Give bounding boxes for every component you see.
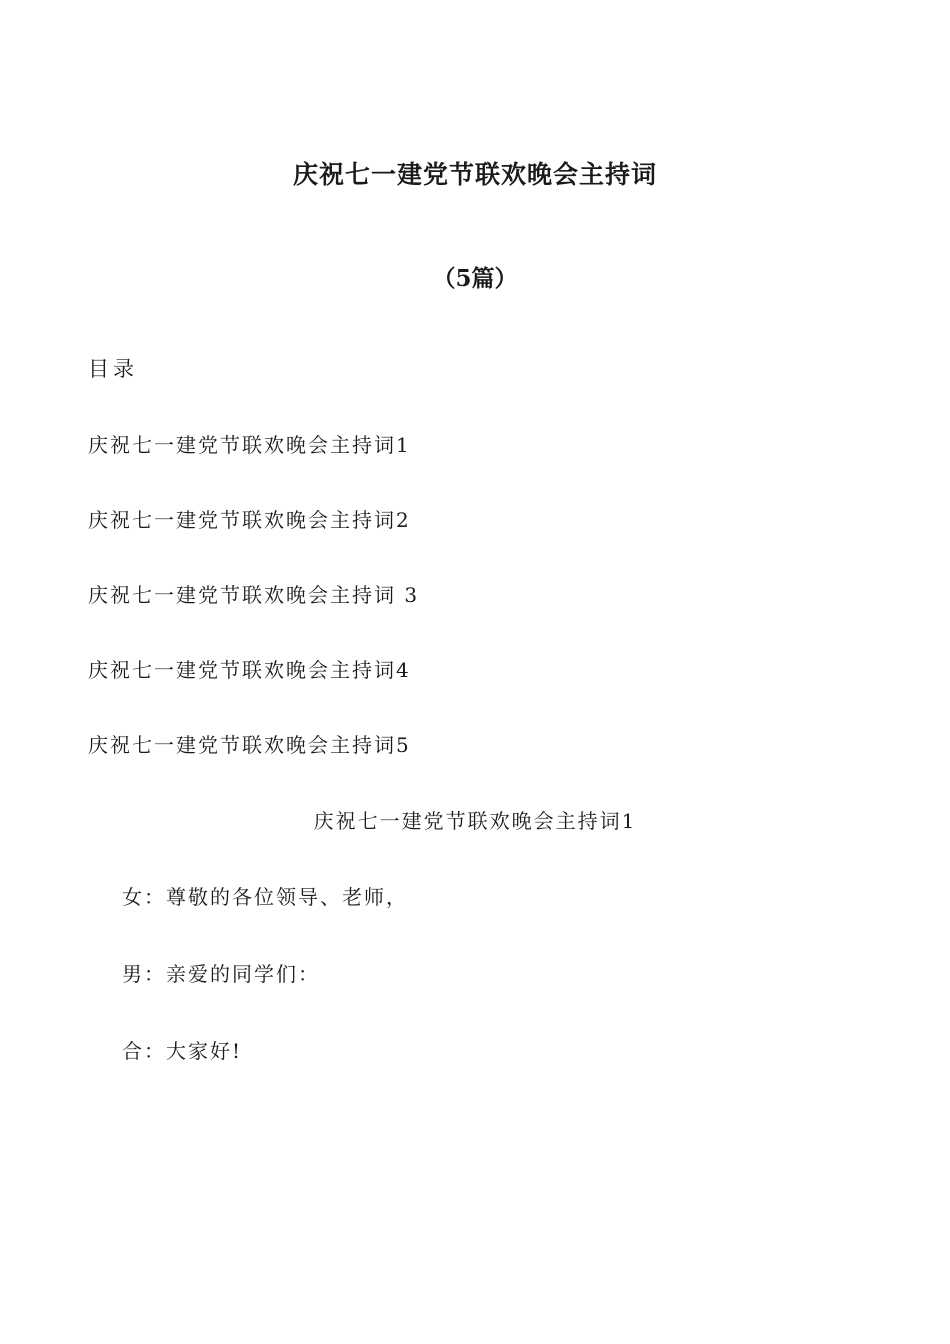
toc-item[interactable]: 庆祝七一建党节联欢晚会主持词1 [88, 433, 411, 457]
section-title: 庆祝七一建党节联欢晚会主持词1 [313, 809, 637, 833]
toc-item[interactable]: 庆祝七一建党节联欢晚会主持词5 [88, 733, 411, 757]
toc-heading: 目录 [88, 357, 138, 381]
dialogue-line: 合：大家好! [122, 1039, 243, 1063]
table-of-contents [88, 430, 419, 805]
document-subtitle: （5篇） [432, 265, 518, 292]
dialogue-list [122, 882, 408, 1113]
toc-item[interactable]: 庆祝七一建党节联欢晚会主持词 3 [88, 583, 420, 607]
dialogue-line: 男：亲爱的同学们： [122, 962, 320, 986]
toc-item[interactable]: 庆祝七一建党节联欢晚会主持词4 [88, 658, 411, 682]
document-title: 庆祝七一建党节联欢晚会主持词 [292, 160, 657, 189]
dialogue-line: 女：尊敬的各位领导、老师， [122, 885, 408, 909]
toc-item[interactable]: 庆祝七一建党节联欢晚会主持词2 [88, 508, 411, 532]
